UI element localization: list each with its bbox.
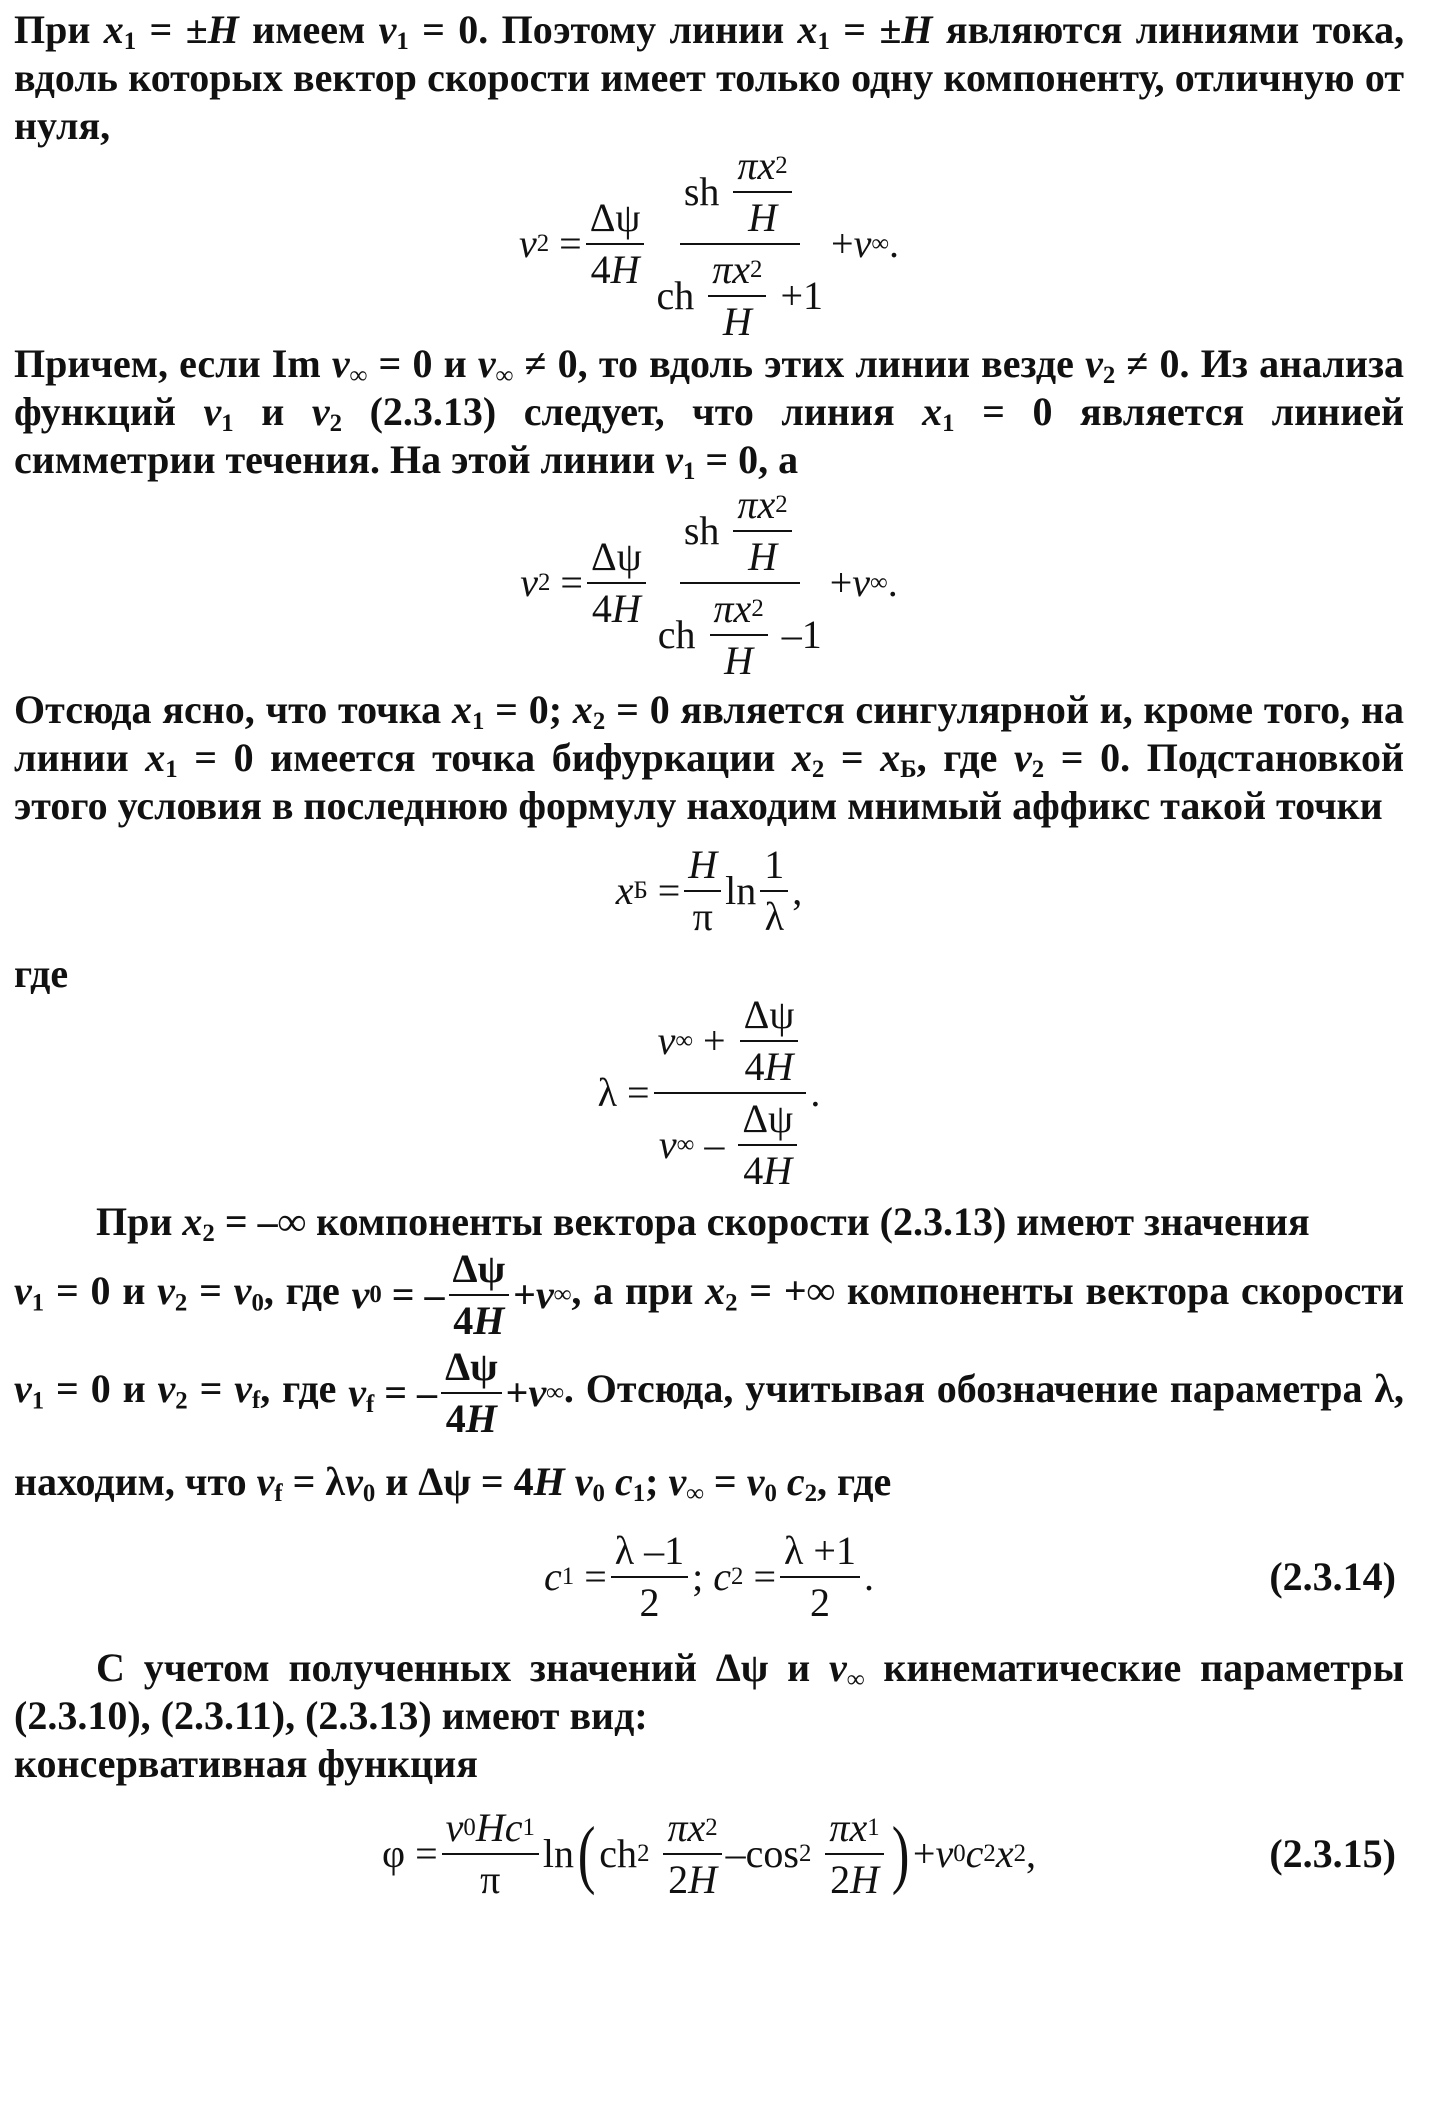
paragraph-2: Причем, если Im $v_\infty = 0$ и $v_\infty \ne 0$, то вдоль этих линии везде $v_2 \ne 0$. Из анализа функций $v_1$ и $v_2$ (2.3.13) следует, что линия $x_1 = 0$ является линией симметрии течения. На этой линии $v_1 = 0$, а [14,341,1405,486]
paragraph-6: С учетом полученных значений Δψ и $v_\infty$ кинематические параметры (2.3.10), (2.3.11), (2.3.13) имеют вид: [14,1645,1405,1738]
equation-v2-minus: v 2 = Δψ 4 H sh πx 2 H ch πx 2 H –1 + v ∞ . [520,482,898,683]
paragraph-4: где [14,951,69,996]
equation-number: (2.3.15) [1269,1831,1396,1876]
equation-2-3-15: φ = v 0 Hc 1 π ln ( ch 2 πx 2 2 H –cos 2 πx 1 2 H ) + v 0 c 2 x 2 , (2.3.15) [381,1805,1396,1902]
paragraph-5a: При $x_2$ = –∞ компоненты вектора скорости (2.3.13) имеют значения [96,1199,1310,1248]
equation-xb: x Б = $\frac{H}{\pi}$ ln $\frac{1}{\lambda}$ , [615,842,803,939]
equation-v2-plus: v 2 = Δψ 4 H sh πx 2 H ch πx 2 H +1 + v ∞ . [518,143,900,344]
paragraph-7: консервативная функция [14,1741,478,1786]
equation-lambda: λ = v ∞ + Δψ 4 H v ∞ – Δψ 4 H . [597,992,821,1193]
equation-2-3-14: c 1 = $\frac{\lambda -1}{2}$ ; c 2 = $\frac{\lambda +1}{2}$ . (2.3.14) [544,1528,1396,1625]
document-page [14,6,1404,1914]
paragraph-5b: $v_1 = 0$ и $v_2 = v_0$, где v 0 = – Δψ 4 H + v ∞ , а при $x_2$ = +∞ компоненты вектора скорости $v_1 = 0$ и $v_2 = v_f$, где $v_f$ = – Δψ 4 H + v ∞ . Отсюда, учитывая обозначение параметра λ, находим, что $v_f = \lambda v_0$ и Δψ = 4H $v_0$ $c_1$; $v_\infty = v_0$ $c_2$, где [14,1246,1405,1508]
paragraph-1: При $x_1 = \pm H$ имеем $v_1 = 0$. Поэтому линии $x_1 = \pm H$ являются линиями тока, вдоль которых вектор скорости имеет только одну компоненту, отличную от нуля, [14,7,1405,148]
equation-number: (2.3.14) [1269,1554,1396,1599]
paragraph-3: Отсюда ясно, что точка $x_1 = 0$; $x_2 = 0$ является сингулярной и, кроме того, на линии $x_1 = 0$ имеется точка бифуркации $x_2 = x_Б$, где $v_2 = 0$. Подстановкой этого условия в последнюю формулу находим мнимый аффикс такой точки [14,687,1405,828]
